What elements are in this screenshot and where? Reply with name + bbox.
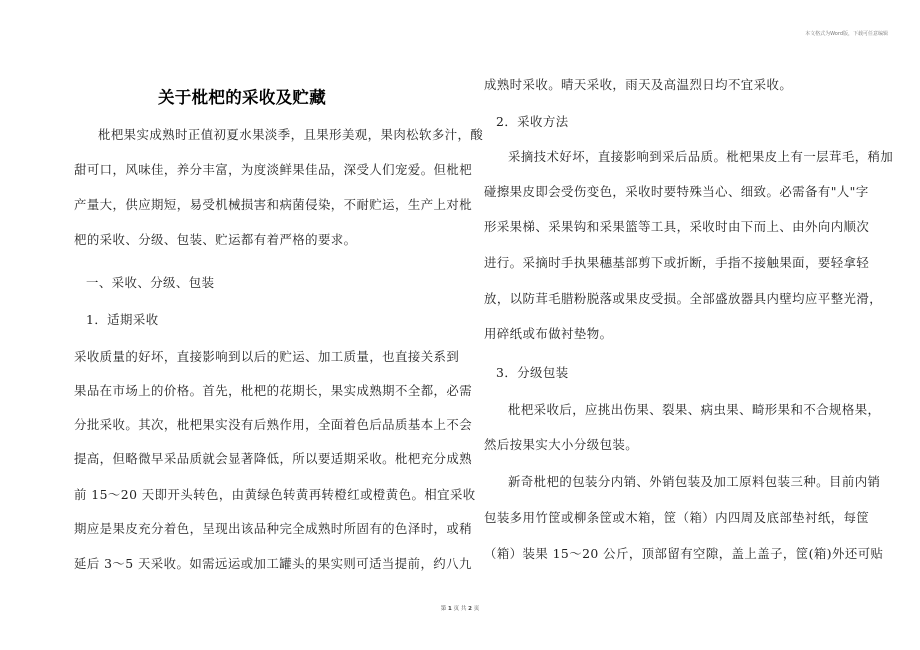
paragraph-line: 延后 3～5 天采收。如需远运或加工罐头的果实则可适当提前，约八九: [74, 556, 472, 571]
page-title: 关于枇杷的采收及贮藏: [158, 88, 326, 107]
subsection-heading: 1．适期采收: [86, 312, 159, 327]
paragraph-line: 枇杷果实成熟时正值初夏水果淡季，且果形美观，果肉松软多汁，酸: [98, 127, 484, 142]
paragraph-line: 新奇枇杷的包装分内销、外销包装及加工原料包装三种。目前内销: [508, 474, 881, 489]
paragraph-line: 成熟时采收。晴天采收，雨天及高温烈日均不宜采收。: [484, 77, 793, 92]
paragraph-line: 用碎纸或布做衬垫物。: [484, 326, 613, 341]
header-note: 本文格式为Word版，下载可任意编辑: [805, 31, 888, 37]
subsection-heading: 2．采收方法: [496, 114, 569, 129]
paragraph-line: 甜可口，风味佳，养分丰富，为度淡鲜果佳品，深受人们宠爱。但枇杷: [74, 162, 473, 177]
current-page-number: 1: [448, 606, 452, 612]
paragraph-line: 放，以防茸毛腊粉脱落或果皮受损。全部盛放器具内壁均应平整光滑，: [484, 291, 883, 306]
paragraph-line: 提高，但略微早采品质就会显著降低，所以要适期采收。枇杷充分成熟: [74, 451, 473, 466]
paragraph-line: 碰擦果皮即会受伤变色，采收时要特殊当心、细致。必需备有"人"字: [484, 184, 869, 199]
page-footer: [0, 604, 920, 612]
paragraph-line: 产量大，供应期短，易受机械损害和病菌侵染，不耐贮运，生产上对枇: [74, 197, 473, 212]
paragraph-line: 分批采收。其次，枇杷果实没有后熟作用，全面着色后品质基本上不会: [74, 417, 473, 432]
paragraph-line: 杷的采收、分级、包装、贮运都有着严格的要求。: [74, 232, 357, 247]
paragraph-line: 采收质量的好坏，直接影响到以后的贮运、加工质量，也直接关系到: [74, 349, 460, 364]
paragraph-line: （箱）装果 15～20 公斤，顶部留有空隙，盖上盖子，筐(箱)外还可贴: [484, 546, 884, 561]
paragraph-line: 然后按果实大小分级包装。: [484, 437, 639, 452]
paragraph-line: 进行。采摘时手执果穗基部剪下或折断，手指不接触果面，要轻拿轻: [484, 255, 870, 270]
footer-suffix: 页: [473, 606, 480, 612]
footer-prefix: 第: [440, 606, 447, 612]
paragraph-line: 形采果梯、采果钩和采果篮等工具，采收时由下而上、由外向内顺次: [484, 219, 870, 234]
paragraph-line: 枇杷采收后，应挑出伤果、裂果、病虫果、畸形果和不合规格果，: [508, 402, 881, 417]
footer-middle: 页 共: [453, 606, 467, 612]
subsection-heading: 3．分级包装: [496, 365, 569, 380]
paragraph-line: 期应是果皮充分着色，呈现出该品种完全成熟时所固有的色泽时，或稍: [74, 521, 473, 536]
total-pages-number: 2: [468, 606, 472, 612]
paragraph-line: 果品在市场上的价格。首先，枇杷的花期长，果实成熟期不全都，必需: [74, 383, 473, 398]
paragraph-line: 包装多用竹筐或柳条筐或木箱，筐（箱）内四周及底部垫衬纸，每筐: [484, 510, 870, 525]
paragraph-line: 前 15～20 天即开头转色，由黄绿色转黄再转橙红或橙黄色。相宜采收: [74, 487, 476, 502]
section-heading: 一、采收、分级、包装: [86, 275, 215, 290]
paragraph-line: 采摘技术好坏，直接影响到采后品质。枇杷果皮上有一层茸毛，稍加: [508, 149, 894, 164]
